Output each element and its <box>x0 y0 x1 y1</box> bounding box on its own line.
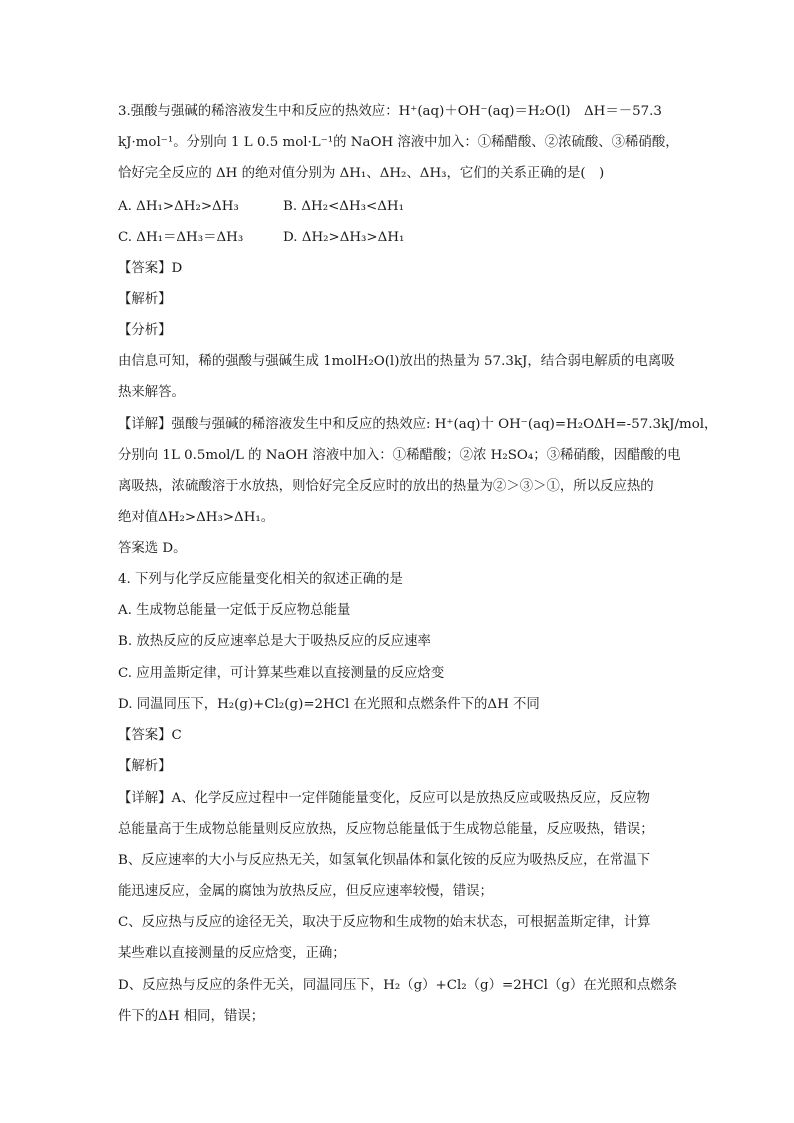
q3-option-a: A. ΔH₁>ΔH₂>ΔH₃ <box>118 199 239 214</box>
q4-detail-line-3: B、反应速率的大小与反应热无关，如氢氧化钡晶体和氯化铵的反应为吸热反应，在常温下 <box>118 853 651 868</box>
q3-detail-line-4: 绝对值ΔH₂>ΔH₃>ΔH₁。 <box>118 510 275 525</box>
q3-answer: 【答案】D <box>118 261 183 276</box>
q3-option-c: C. ΔH₁＝ΔH₃＝ΔH₃ <box>118 230 244 245</box>
q3-detail-line-3: 离吸热，浓硫酸溶于水放热，则恰好完全反应时的放出的热量为②＞③＞①，所以反应热的 <box>118 479 654 494</box>
q3-analysis-label: 【解析】 <box>118 292 172 307</box>
q4-detail-line-1: 【详解】A、化学反应过程中一定伴随能量变化，反应可以是放热反应或吸热反应，反应物 <box>118 791 650 806</box>
q4-detail-line-2: 总能量高于生成物总能量则反应放热，反应物总能量低于生成物总能量，反应吸热，错误； <box>118 822 654 837</box>
q3-conclusion: 答案选 D。 <box>118 541 187 556</box>
q4-detail-line-7: D、反应热与反应的条件无关，同温同压下，H₂（g）+Cl₂（g）=2HCl（g）在光照和点燃条 <box>118 978 678 993</box>
q3-option-d: D. ΔH₂>ΔH₃>ΔH₁ <box>283 230 405 245</box>
q4-detail-line-6: 某些难以直接测量的反应焓变，正确； <box>118 946 346 961</box>
q4-option-b: B. 放热反应的反应速率总是大于吸热反应的反应速率 <box>118 634 431 649</box>
q3-fenxi-line-1: 由信息可知，稀的强酸与强碱生成 1molH₂O(l)放出的热量为 57.3kJ，结合弱电解质的电离吸 <box>118 354 675 369</box>
q4-analysis-label: 【解析】 <box>118 759 172 774</box>
q4-detail-line-5: C、反应热与反应的途径无关，取决于反应物和生成物的始末状态，可根据盖斯定律，计算 <box>118 915 651 930</box>
q4-answer: 【答案】C <box>118 728 182 743</box>
q3-detail-line-2: 分别向 1L 0.5mol/L 的 NaOH 溶液中加入：①稀醋酸；②浓 H₂SO₄；③稀硝酸，因醋酸的电 <box>118 448 681 463</box>
q4-detail-line-4: 能迅速反应，金属的腐蚀为放热反应，但反应速率较慢，错误； <box>118 884 493 899</box>
q3-detail-line-1: 【详解】强酸与强碱的稀溶液发生中和反应的热效应: H⁺(aq)十 OH⁻(aq)=H₂OΔH=-57.3kJ/mol， <box>118 417 718 432</box>
q4-detail-line-8: 件下的ΔH 相同，错误； <box>118 1009 265 1024</box>
q4-option-c: C. 应用盖斯定律，可计算某些难以直接测量的反应焓变 <box>118 666 445 681</box>
q3-stem-line-3: 恰好完全反应的 ΔH 的绝对值分别为 ΔH₁、ΔH₂、ΔH₃，它们的关系正确的是( ) <box>118 166 605 181</box>
q4-option-d: D. 同温同压下，H₂(g)+Cl₂(g)=2HCl 在光照和点燃条件下的ΔH 不同 <box>118 697 540 712</box>
q3-fenxi-line-2: 热来解答。 <box>118 385 185 400</box>
q3-fenxi-label: 【分析】 <box>118 323 172 338</box>
q3-stem-line-2: kJ·mol⁻¹。分别向 1 L 0.5 mol·L⁻¹的 NaOH 溶液中加入：①稀醋酸、②浓硫酸、③稀硝酸， <box>118 135 679 150</box>
q3-stem-line-1: 3.强酸与强碱的稀溶液发生中和反应的热效应：H⁺(aq)＋OH⁻(aq)＝H₂O(l) ΔH＝－57.3 <box>118 104 662 119</box>
q4-stem: 4. 下列与化学反应能量变化相关的叙述正确的是 <box>118 572 403 587</box>
q3-option-b: B. ΔH₂<ΔH₃<ΔH₁ <box>283 199 404 214</box>
q4-option-a: A. 生成物总能量一定低于反应物总能量 <box>118 603 351 618</box>
